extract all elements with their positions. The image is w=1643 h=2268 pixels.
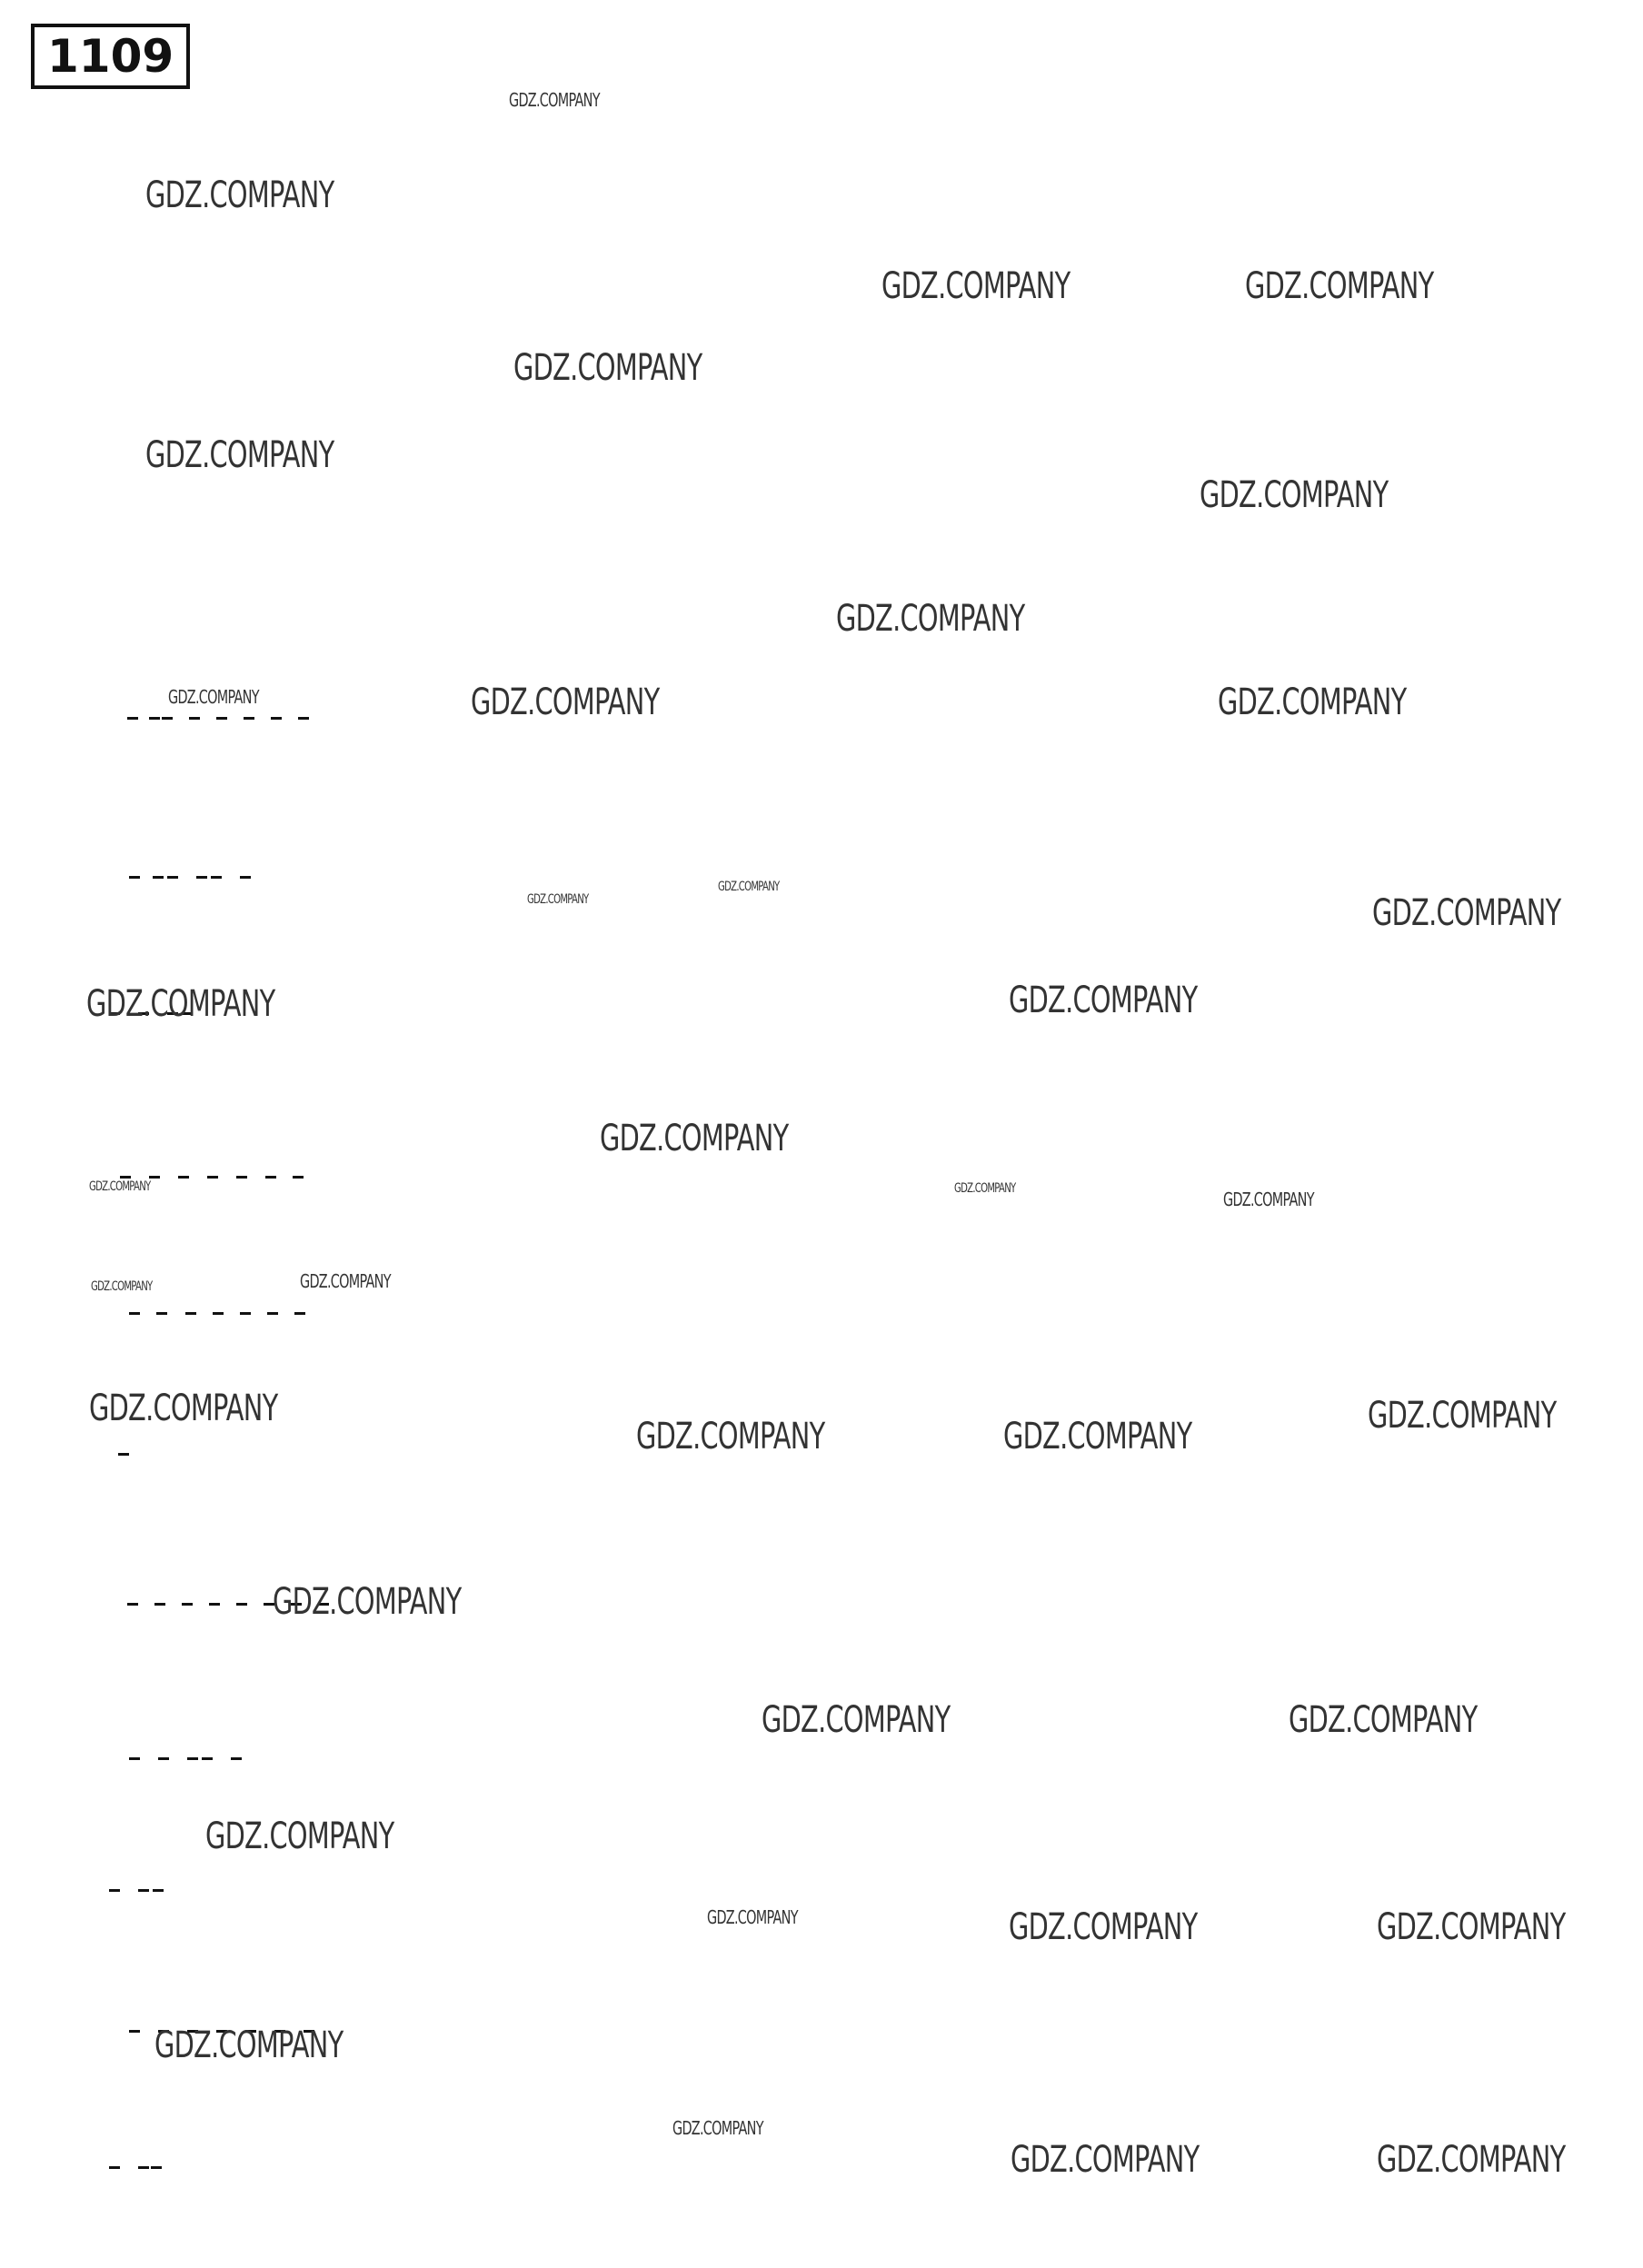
watermark-text: GDZ.COMPANY xyxy=(300,1270,391,1292)
solution-line xyxy=(109,41,124,132)
fraction xyxy=(127,711,138,725)
denominator xyxy=(156,1312,167,1320)
denominator xyxy=(153,876,164,884)
denominator xyxy=(293,1176,304,1184)
fraction xyxy=(149,1170,160,1184)
fraction xyxy=(240,1307,251,1320)
fraction xyxy=(138,1884,149,1897)
fraction xyxy=(129,870,140,884)
watermark-text: GDZ.COMPANY xyxy=(881,265,1070,307)
watermark-text: GDZ.COMPANY xyxy=(1009,1906,1198,1948)
fraction xyxy=(129,1307,140,1320)
denominator xyxy=(158,1757,169,1766)
watermark-text: GDZ.COMPANY xyxy=(707,1906,798,1928)
watermark-text: GDZ.COMPANY xyxy=(154,2024,344,2066)
fraction xyxy=(153,1884,164,1897)
watermark-text: GDZ.COMPANY xyxy=(1003,1416,1192,1457)
denominator xyxy=(178,1176,189,1184)
solution-line xyxy=(109,472,124,563)
watermark-text: GDZ.COMPANY xyxy=(145,434,334,476)
fraction xyxy=(185,1307,196,1320)
fraction xyxy=(196,870,207,884)
fraction xyxy=(162,711,173,725)
fraction xyxy=(236,1170,247,1184)
denominator xyxy=(244,717,254,725)
denominator xyxy=(149,1176,160,1184)
fraction xyxy=(294,1307,305,1320)
watermark-text: GDZ.COMPANY xyxy=(273,1581,462,1623)
watermark-text: GDZ.COMPANY xyxy=(1377,2139,1566,2181)
fraction xyxy=(211,870,222,884)
watermark-text: GDZ.COMPANY xyxy=(145,174,334,216)
denominator xyxy=(151,2166,162,2174)
denominator xyxy=(129,1757,140,1766)
denominator xyxy=(187,1757,198,1766)
fraction xyxy=(153,870,164,884)
denominator xyxy=(149,717,160,725)
denominator xyxy=(129,1312,140,1320)
denominator xyxy=(138,2166,149,2174)
denominator xyxy=(189,717,200,725)
watermark-text: GDZ.COMPANY xyxy=(89,1179,151,1194)
denominator xyxy=(162,717,173,725)
fraction xyxy=(236,1597,247,1611)
watermark-text: GDZ.COMPANY xyxy=(718,880,780,894)
fraction xyxy=(129,2024,140,2038)
watermark-text: GDZ.COMPANY xyxy=(1218,681,1407,723)
denominator xyxy=(109,1889,120,1897)
watermark-text: GDZ.COMPANY xyxy=(1368,1395,1557,1437)
denominator xyxy=(129,876,140,884)
fraction xyxy=(213,1307,224,1320)
solution-line xyxy=(109,2122,174,2213)
watermark-text: GDZ.COMPANY xyxy=(91,1279,153,1294)
fraction xyxy=(158,1752,169,1766)
fraction xyxy=(202,1752,213,1766)
fraction xyxy=(154,1597,165,1611)
denominator xyxy=(202,1757,213,1766)
watermark-text: GDZ.COMPANY xyxy=(509,89,600,111)
fraction xyxy=(216,711,227,725)
denominator xyxy=(127,717,138,725)
fraction xyxy=(187,1752,198,1766)
fraction xyxy=(271,711,282,725)
denominator xyxy=(240,876,251,884)
watermark-text: GDZ.COMPANY xyxy=(1372,892,1561,934)
fraction xyxy=(156,1307,167,1320)
watermark-text: GDZ.COMPANY xyxy=(1245,265,1434,307)
denominator xyxy=(118,1453,129,1461)
solution-line xyxy=(109,1713,240,1804)
watermark-text: GDZ.COMPANY xyxy=(1009,980,1198,1021)
watermark-text: GDZ.COMPANY xyxy=(86,983,275,1025)
watermark-text: GDZ.COMPANY xyxy=(600,1118,789,1159)
watermark-text: GDZ.COMPANY xyxy=(1223,1189,1314,1210)
fraction xyxy=(109,1884,120,1897)
denominator xyxy=(294,1312,305,1320)
denominator xyxy=(271,717,282,725)
denominator xyxy=(216,717,227,725)
denominator xyxy=(129,2030,140,2038)
watermark-text: GDZ.COMPANY xyxy=(471,681,660,723)
fraction xyxy=(298,711,309,725)
denominator xyxy=(167,876,178,884)
solution-line xyxy=(109,214,124,304)
denominator xyxy=(298,717,309,725)
solution-line xyxy=(109,386,124,477)
watermark-text: GDZ.COMPANY xyxy=(168,686,259,708)
fraction xyxy=(293,1170,304,1184)
solution-line xyxy=(109,1845,176,1935)
solution-line xyxy=(109,1131,316,1222)
denominator xyxy=(138,1889,149,1897)
denominator xyxy=(213,1312,224,1320)
watermark-text: GDZ.COMPANY xyxy=(1377,1906,1566,1948)
fraction xyxy=(244,711,254,725)
fraction xyxy=(231,1752,242,1766)
fraction xyxy=(138,2161,149,2174)
solution-line xyxy=(109,559,124,650)
fraction xyxy=(207,1170,218,1184)
watermark-text: GDZ.COMPANY xyxy=(527,892,589,907)
fraction xyxy=(240,870,251,884)
fraction xyxy=(189,711,200,725)
denominator xyxy=(209,1603,220,1611)
solution-line xyxy=(109,831,249,922)
watermark-text: GDZ.COMPANY xyxy=(205,1815,394,1857)
denominator xyxy=(153,1889,164,1897)
fraction xyxy=(118,1447,129,1461)
denominator xyxy=(240,1312,251,1320)
denominator xyxy=(109,2166,120,2174)
solution-line xyxy=(109,127,124,218)
denominator xyxy=(154,1603,165,1611)
fraction xyxy=(129,1752,140,1766)
denominator xyxy=(127,1603,138,1611)
watermark-text: GDZ.COMPANY xyxy=(762,1699,951,1741)
fraction xyxy=(182,1597,193,1611)
denominator xyxy=(185,1312,196,1320)
watermark-text: GDZ.COMPANY xyxy=(636,1416,825,1457)
fraction xyxy=(149,711,160,725)
denominator xyxy=(182,1603,193,1611)
denominator xyxy=(231,1757,242,1766)
problem-number: 1109 xyxy=(31,24,190,89)
denominator xyxy=(196,876,207,884)
denominator xyxy=(211,876,222,884)
watermark-text: GDZ.COMPANY xyxy=(1200,474,1389,516)
fraction xyxy=(265,1170,276,1184)
watermark-text: GDZ.COMPANY xyxy=(89,1388,278,1429)
fraction xyxy=(127,1597,138,1611)
denominator xyxy=(207,1176,218,1184)
denominator xyxy=(267,1312,278,1320)
watermark-text: GDZ.COMPANY xyxy=(1011,2139,1200,2181)
watermark-text: GDZ.COMPANY xyxy=(513,347,702,389)
fraction xyxy=(209,1597,220,1611)
solution-line xyxy=(109,300,124,391)
fraction xyxy=(151,2161,162,2174)
watermark-text: GDZ.COMPANY xyxy=(672,2117,763,2139)
fraction xyxy=(178,1170,189,1184)
watermark-text: GDZ.COMPANY xyxy=(954,1181,1016,1196)
denominator xyxy=(265,1176,276,1184)
fraction xyxy=(267,1307,278,1320)
fraction xyxy=(109,2161,120,2174)
watermark-text: GDZ.COMPANY xyxy=(1289,1699,1478,1741)
denominator xyxy=(236,1176,247,1184)
fraction xyxy=(167,870,178,884)
watermark-text: GDZ.COMPANY xyxy=(836,598,1025,640)
denominator xyxy=(236,1603,247,1611)
